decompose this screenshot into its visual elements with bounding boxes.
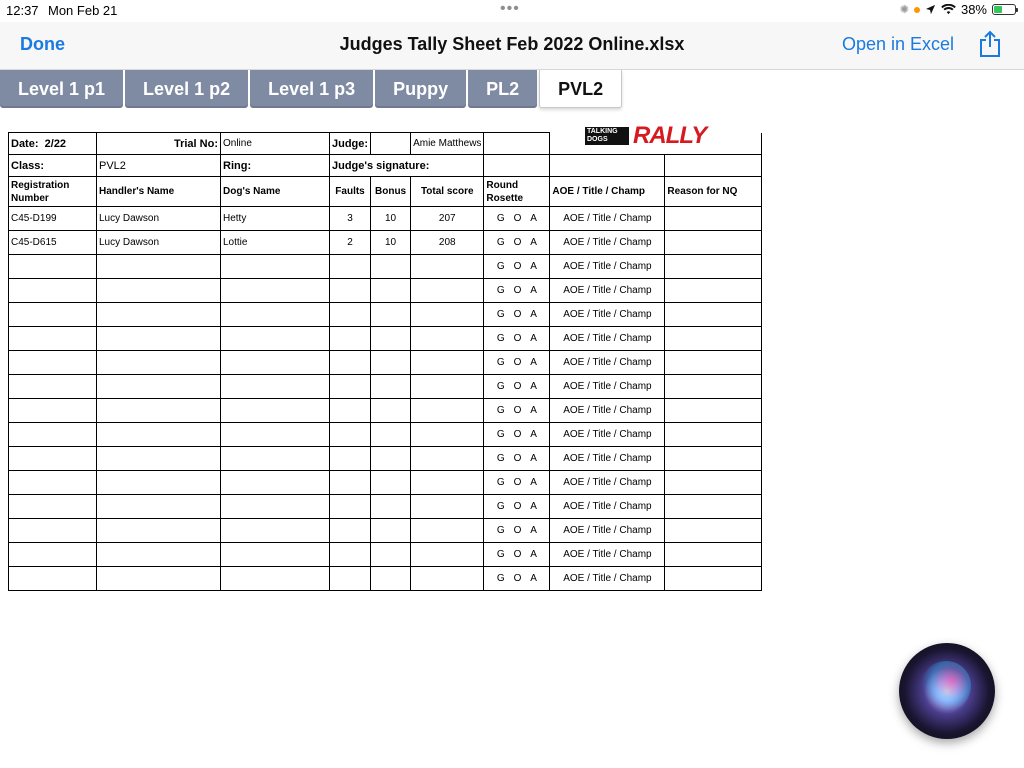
faults-cell[interactable] [330,327,371,351]
dog-cell[interactable] [221,543,330,567]
faults-cell[interactable] [330,255,371,279]
rosette-options [486,477,547,488]
wifi-icon [941,4,956,15]
aoe-cell[interactable]: AOE / Title / Champ [550,255,665,279]
rosette-cell[interactable] [484,543,550,567]
rosette-option: A [530,237,537,248]
nq-cell[interactable] [665,207,762,231]
table-row [9,351,762,375]
total-cell[interactable] [411,255,484,279]
rosette-option: G [496,237,505,248]
class-label: Class: [11,159,45,172]
faults-cell[interactable] [330,567,371,591]
rosette-option: G [496,357,505,368]
rosette-options [486,525,547,536]
rosette-option: A [530,213,537,224]
rosette-option: G [496,381,505,392]
aoe-cell[interactable]: AOE / Title / Champ [550,519,665,543]
empty-cell[interactable] [371,133,411,155]
table-row [9,495,762,519]
registration-cell[interactable] [9,495,97,519]
ring-label-cell[interactable] [221,155,330,177]
header-dog[interactable]: Dog's Name [221,177,330,207]
judge-label: Judge: [332,137,369,150]
rosette-option: O [513,213,522,224]
faults-cell[interactable] [330,351,371,375]
bonus-cell[interactable] [371,423,411,447]
nq-cell[interactable] [665,231,762,255]
column-header-row [9,177,762,207]
handler-cell[interactable] [97,447,221,471]
faults-cell[interactable]: 3 [330,207,371,231]
nq-cell[interactable] [665,255,762,279]
handler-cell[interactable] [97,351,221,375]
registration-cell[interactable]: C45-D615 [9,231,97,255]
brightness-icon: ✺ [899,4,909,16]
bonus-cell[interactable] [371,255,411,279]
dog-cell[interactable] [221,471,330,495]
total-cell[interactable] [411,567,484,591]
rosette-cell[interactable] [484,495,550,519]
rosette-option: A [530,477,537,488]
header-registration[interactable]: Registration Number [9,177,97,207]
faults-cell[interactable] [330,471,371,495]
rosette-option: G [496,213,505,224]
rosette-options [486,573,547,584]
rosette-option: A [530,309,537,320]
table-row [9,303,762,327]
nq-cell[interactable] [665,423,762,447]
aoe-cell[interactable]: AOE / Title / Champ [550,423,665,447]
aoe-cell[interactable]: AOE / Title / Champ [550,303,665,327]
nav-bar [0,22,1024,70]
total-cell[interactable] [411,447,484,471]
registration-cell[interactable] [9,303,97,327]
handler-cell[interactable] [97,567,221,591]
handler-cell[interactable] [97,543,221,567]
rosette-option: O [513,357,522,368]
empty-cell[interactable] [484,155,550,177]
rosette-options [486,381,547,392]
rosette-option: O [513,525,522,536]
sheet-header-row-2 [9,155,762,177]
judge-value-cell[interactable] [411,133,484,155]
total-cell[interactable] [411,543,484,567]
table-row [9,423,762,447]
rosette-option: O [513,309,522,320]
dog-cell[interactable] [221,279,330,303]
rosette-option: O [513,453,522,464]
bonus-cell[interactable] [371,447,411,471]
handler-cell[interactable] [97,399,221,423]
total-cell[interactable] [411,399,484,423]
table-row [9,231,762,255]
handler-cell[interactable] [97,471,221,495]
table-row [9,543,762,567]
judge-label-cell[interactable] [330,133,371,155]
nq-cell[interactable] [665,447,762,471]
bonus-cell[interactable] [371,375,411,399]
logo-cell[interactable] [550,133,665,155]
registration-cell[interactable] [9,567,97,591]
trial-label: Trial No: [173,137,218,150]
table-row [9,255,762,279]
faults-cell[interactable] [330,399,371,423]
faults-cell[interactable] [330,423,371,447]
table-row [9,399,762,423]
rosette-option: G [496,309,505,320]
rosette-options [486,549,547,560]
handler-cell[interactable] [97,495,221,519]
tab-pl2[interactable]: PL2 [468,70,537,108]
rosette-option: A [530,525,537,536]
trial-value: Online [223,138,252,149]
rosette-options [486,453,547,464]
registration-cell[interactable] [9,279,97,303]
header-nq[interactable]: Reason for NQ [665,177,762,207]
nq-cell[interactable] [665,279,762,303]
rosette-option: G [496,525,505,536]
header-rosette[interactable]: Round Rosette [484,177,550,207]
aoe-cell[interactable]: AOE / Title / Champ [550,375,665,399]
table-row [9,207,762,231]
registration-cell[interactable] [9,399,97,423]
faults-cell[interactable] [330,447,371,471]
table-row [9,519,762,543]
rosette-cell[interactable] [484,399,550,423]
nq-cell[interactable] [665,303,762,327]
total-cell[interactable] [411,519,484,543]
dog-cell[interactable] [221,351,330,375]
rosette-option: O [513,285,522,296]
aoe-cell[interactable]: AOE / Title / Champ [550,447,665,471]
nq-cell[interactable] [665,519,762,543]
rosette-options [486,405,547,416]
dog-cell[interactable] [221,399,330,423]
faults-cell[interactable] [330,279,371,303]
rosette-options [486,309,547,320]
registration-cell[interactable] [9,423,97,447]
tab-level-1-p3[interactable]: Level 1 p3 [250,70,373,108]
nq-cell[interactable] [665,543,762,567]
rosette-option: O [513,429,522,440]
status-indicators [900,2,1016,17]
document-title: Judges Tally Sheet Feb 2022 Online.xlsx [339,34,685,54]
aoe-cell[interactable]: AOE / Title / Champ [550,567,665,591]
registration-cell[interactable] [9,447,97,471]
rosette-cell[interactable] [484,327,550,351]
rosette-option: O [513,573,522,584]
aoe-cell[interactable]: AOE / Title / Champ [550,351,665,375]
total-cell[interactable] [411,423,484,447]
bonus-cell[interactable]: 10 [371,231,411,255]
faults-cell[interactable] [330,303,371,327]
share-icon[interactable] [978,30,1002,58]
bonus-cell[interactable] [371,279,411,303]
battery-percent: 38% [960,2,987,17]
rosette-options [486,261,547,272]
bonus-cell[interactable]: 10 [371,207,411,231]
rosette-cell[interactable] [484,351,550,375]
total-cell[interactable] [411,495,484,519]
rosette-option: A [530,261,537,272]
rosette-options [486,237,547,248]
rosette-cell[interactable] [484,375,550,399]
registration-cell[interactable] [9,471,97,495]
empty-cell[interactable] [665,155,762,177]
rosette-option: G [496,573,505,584]
bonus-cell[interactable] [371,399,411,423]
registration-cell[interactable]: C45-D199 [9,207,97,231]
rosette-cell[interactable] [484,567,550,591]
trial-label-cell[interactable] [97,133,221,155]
rosette-option: A [530,333,537,344]
header-faults[interactable]: Faults [330,177,371,207]
siri-icon[interactable] [899,643,995,739]
rosette-option: G [496,333,505,344]
handler-cell[interactable] [97,255,221,279]
nq-cell[interactable] [665,471,762,495]
rosette-option: A [530,405,537,416]
total-cell[interactable] [411,303,484,327]
judge-value: Amie Matthews [413,138,482,149]
nq-cell[interactable] [665,399,762,423]
header-handler[interactable]: Handler's Name [97,177,221,207]
aoe-cell[interactable]: AOE / Title / Champ [550,495,665,519]
rosette-options [486,213,547,224]
rosette-option: A [530,549,537,560]
rosette-cell[interactable] [484,231,550,255]
rosette-cell[interactable] [484,423,550,447]
rosette-option: O [513,237,522,248]
table-row [9,447,762,471]
rosette-option: G [496,285,505,296]
rosette-option: O [513,405,522,416]
dog-cell[interactable] [221,423,330,447]
status-time: 12:37 [6,3,39,18]
mic-indicator-icon [914,7,920,13]
total-cell[interactable] [411,375,484,399]
class-value: PVL2 [99,159,126,172]
header-total[interactable]: Total score [411,177,484,207]
rosette-options [486,285,547,296]
faults-cell[interactable] [330,375,371,399]
tab-pvl2[interactable]: PVL2 [539,70,622,108]
nq-cell[interactable] [665,375,762,399]
rosette-options [486,429,547,440]
rosette-cell[interactable] [484,447,550,471]
registration-cell[interactable] [9,543,97,567]
rosette-option: G [496,261,505,272]
bonus-cell[interactable] [371,495,411,519]
table-row [9,567,762,591]
aoe-cell[interactable]: AOE / Title / Champ [550,399,665,423]
dog-cell[interactable] [221,303,330,327]
dog-cell[interactable] [221,567,330,591]
date-label: Date: [11,137,39,150]
rosette-option: O [513,477,522,488]
handler-cell[interactable] [97,423,221,447]
rosette-cell[interactable] [484,303,550,327]
empty-cell[interactable] [550,155,665,177]
rosette-option: O [513,381,522,392]
dog-cell[interactable] [221,519,330,543]
rosette-cell[interactable] [484,519,550,543]
logo-cell[interactable] [665,133,762,155]
tab-level-1-p2[interactable]: Level 1 p2 [125,70,248,108]
table-row [9,327,762,351]
rosette-option: G [496,453,505,464]
tab-puppy[interactable]: Puppy [375,70,466,108]
handler-cell[interactable]: Lucy Dawson [97,231,221,255]
logo-rally-text: RALLY [633,122,707,149]
handler-cell[interactable] [97,279,221,303]
rosette-option: A [530,573,537,584]
aoe-cell[interactable]: AOE / Title / Champ [550,279,665,303]
done-button[interactable]: Done [20,34,65,54]
header-bonus[interactable]: Bonus [371,177,411,207]
total-cell[interactable]: 208 [411,231,484,255]
total-cell[interactable] [411,327,484,351]
nq-cell[interactable] [665,567,762,591]
rosette-option: G [496,477,505,488]
status-bar [0,0,1024,22]
rosette-cell[interactable] [484,471,550,495]
rosette-options [486,333,547,344]
dog-cell[interactable] [221,327,330,351]
registration-cell[interactable] [9,255,97,279]
class-label-cell[interactable] [9,155,97,177]
faults-cell[interactable] [330,495,371,519]
rosette-option: O [513,261,522,272]
dog-cell[interactable]: Hetty [221,207,330,231]
table-row [9,375,762,399]
empty-cell[interactable] [484,133,550,155]
tally-sheet-table [8,132,762,591]
battery-icon [992,4,1016,15]
rosette-option: A [530,453,537,464]
battery-level [994,6,1002,13]
trial-value-cell[interactable] [221,133,330,155]
multitasking-dots-icon[interactable]: ••• [500,0,520,17]
rosette-option: O [513,501,522,512]
rosette-option: O [513,333,522,344]
dog-cell[interactable] [221,447,330,471]
header-aoe[interactable]: AOE / Title / Champ [550,177,665,207]
dog-cell[interactable] [221,495,330,519]
handler-cell[interactable] [97,375,221,399]
rosette-cell[interactable] [484,255,550,279]
table-row [9,279,762,303]
rosette-options [486,501,547,512]
registration-cell[interactable] [9,519,97,543]
faults-cell[interactable] [330,519,371,543]
sheet-tabs [0,70,624,108]
bonus-cell[interactable] [371,519,411,543]
open-in-excel-button[interactable]: Open in Excel [841,34,954,54]
bonus-cell[interactable] [371,471,411,495]
rosette-cell[interactable] [484,207,550,231]
aoe-cell[interactable]: AOE / Title / Champ [550,471,665,495]
nq-cell[interactable] [665,495,762,519]
bonus-cell[interactable] [371,543,411,567]
rosette-option: G [496,549,505,560]
status-date: Mon Feb 21 [48,3,118,18]
rosette-option: G [496,501,505,512]
registration-cell[interactable] [9,375,97,399]
rosette-option: G [496,405,505,416]
nq-cell[interactable] [665,327,762,351]
rosette-option: O [513,549,522,560]
total-cell[interactable] [411,351,484,375]
sheet-header-row-1 [9,133,762,155]
aoe-cell[interactable]: AOE / Title / Champ [550,327,665,351]
handler-cell[interactable] [97,519,221,543]
handler-cell[interactable] [97,327,221,351]
rosette-option: A [530,501,537,512]
rosette-options [486,357,547,368]
total-cell[interactable] [411,471,484,495]
rosette-option: G [496,429,505,440]
dog-cell[interactable] [221,375,330,399]
dog-cell[interactable]: Lottie [221,231,330,255]
aoe-cell[interactable]: AOE / Title / Champ [550,231,665,255]
bonus-cell[interactable] [371,303,411,327]
ring-label: Ring: [223,159,252,172]
aoe-cell[interactable]: AOE / Title / Champ [550,543,665,567]
rosette-cell[interactable] [484,279,550,303]
tab-level-1-p1[interactable]: Level 1 p1 [0,70,123,108]
total-cell[interactable]: 207 [411,207,484,231]
rosette-option: A [530,285,537,296]
signature-label-cell[interactable] [330,155,484,177]
faults-cell[interactable]: 2 [330,231,371,255]
faults-cell[interactable] [330,543,371,567]
handler-cell[interactable]: Lucy Dawson [97,207,221,231]
logo-small-text: TALKING DOGS [585,127,629,145]
registration-cell[interactable] [9,327,97,351]
rosette-option: A [530,381,537,392]
total-cell[interactable] [411,279,484,303]
bonus-cell[interactable] [371,351,411,375]
rosette-option: A [530,357,537,368]
aoe-cell[interactable]: AOE / Title / Champ [550,207,665,231]
nq-cell[interactable] [665,351,762,375]
location-arrow-icon [925,4,936,15]
bonus-cell[interactable] [371,567,411,591]
date-cell[interactable] [9,133,97,155]
signature-label: Judge's signature: [332,159,430,172]
handler-cell[interactable] [97,303,221,327]
rosette-option: A [530,429,537,440]
date-value: 2/22 [44,137,67,150]
registration-cell[interactable] [9,351,97,375]
class-value-cell[interactable] [97,155,221,177]
bonus-cell[interactable] [371,327,411,351]
table-row [9,471,762,495]
dog-cell[interactable] [221,255,330,279]
